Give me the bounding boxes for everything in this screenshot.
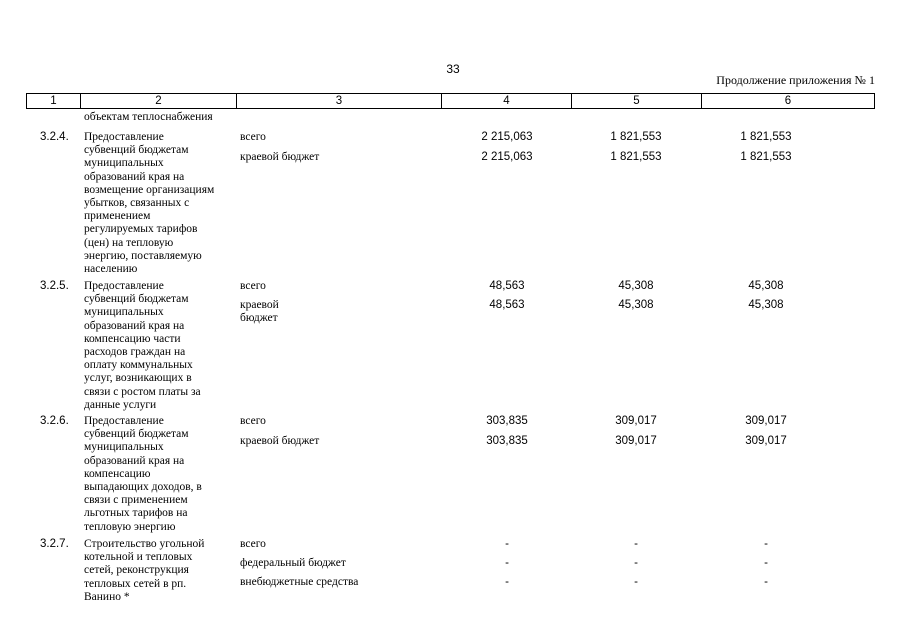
value-col5: 309,017	[615, 415, 657, 427]
source-label: краевой бюджет	[240, 299, 279, 325]
value-col4: 2 215,063	[481, 151, 533, 163]
source-label: краевой бюджет	[240, 435, 320, 447]
header-cell-4: 4	[442, 94, 572, 108]
row-name: Предоставление субвенций бюджетам муниципальных образований края на компенсацию выпадающих доходов, в связи с применением льготных тарифов на тепловую энергию	[84, 415, 202, 533]
value-col5: 1 821,553	[610, 151, 662, 163]
value-col5: 309,017	[615, 435, 657, 447]
value-col5: 1 821,553	[610, 131, 662, 143]
source-label: всего	[240, 131, 266, 143]
row-name: Строительство угольной котельной и тепловых сетей, реконструкция тепловых сетей в рп. Ванино *	[84, 538, 205, 603]
value-col5: 45,308	[618, 299, 654, 311]
value-col4: 303,835	[486, 435, 528, 447]
source-label: всего	[240, 415, 266, 427]
value-col4: 48,563	[489, 299, 525, 311]
page-number: 33	[446, 62, 460, 76]
value-col6: 45,308	[748, 299, 784, 311]
row-code: 3.2.5.	[40, 280, 69, 292]
row-name: Предоставление субвенций бюджетам муниципальных образований края на компенсацию части расходов граждан на оплату коммунальных услуг, возникающих в связи с ростом платы за данные услуги	[84, 280, 201, 411]
header-cell-6: 6	[784, 95, 792, 107]
value-col6: -	[764, 576, 768, 588]
value-col4: -	[505, 576, 509, 588]
source-label: федеральный бюджет	[240, 557, 346, 569]
value-col5: -	[634, 557, 638, 569]
source-label: внебюджетные средства	[240, 576, 359, 588]
row-name: Предоставление субвенций бюджетам муниципальных образований края на возмещение организациям убытков, связанных с применением регулируемых тарифов (цен) на тепловую энергию, поставляемую населению	[84, 131, 215, 276]
continuation-note: Продолжение приложения № 1	[716, 73, 875, 87]
source-label: всего	[240, 280, 266, 292]
value-col6: 309,017	[745, 415, 787, 427]
row-code: 3.2.4.	[40, 131, 69, 143]
value-col5: 45,308	[618, 280, 654, 292]
header-cell-5: 5	[572, 94, 702, 108]
row-code: 3.2.6.	[40, 415, 69, 427]
value-col4: -	[505, 538, 509, 550]
source-label: краевой бюджет	[240, 151, 320, 163]
value-col4: 2 215,063	[481, 131, 533, 143]
table-header	[26, 93, 875, 109]
header-cell-3: 3	[237, 94, 442, 108]
value-col4: -	[505, 557, 509, 569]
value-col6: 45,308	[748, 280, 784, 292]
row-code: 3.2.7.	[40, 538, 69, 550]
value-col6: 1 821,553	[740, 151, 792, 163]
value-col6: -	[764, 557, 768, 569]
previous-row-tail: объектам теплоснабжения	[84, 111, 213, 123]
value-col6: 309,017	[745, 435, 787, 447]
value-col6: -	[764, 538, 768, 550]
header-cell-1: 1	[27, 94, 81, 108]
value-col4: 48,563	[489, 280, 525, 292]
value-col5: -	[634, 576, 638, 588]
header-cell-2: 2	[81, 94, 237, 108]
source-label: всего	[240, 538, 266, 550]
value-col5: -	[634, 538, 638, 550]
value-col6: 1 821,553	[740, 131, 792, 143]
value-col4: 303,835	[486, 415, 528, 427]
